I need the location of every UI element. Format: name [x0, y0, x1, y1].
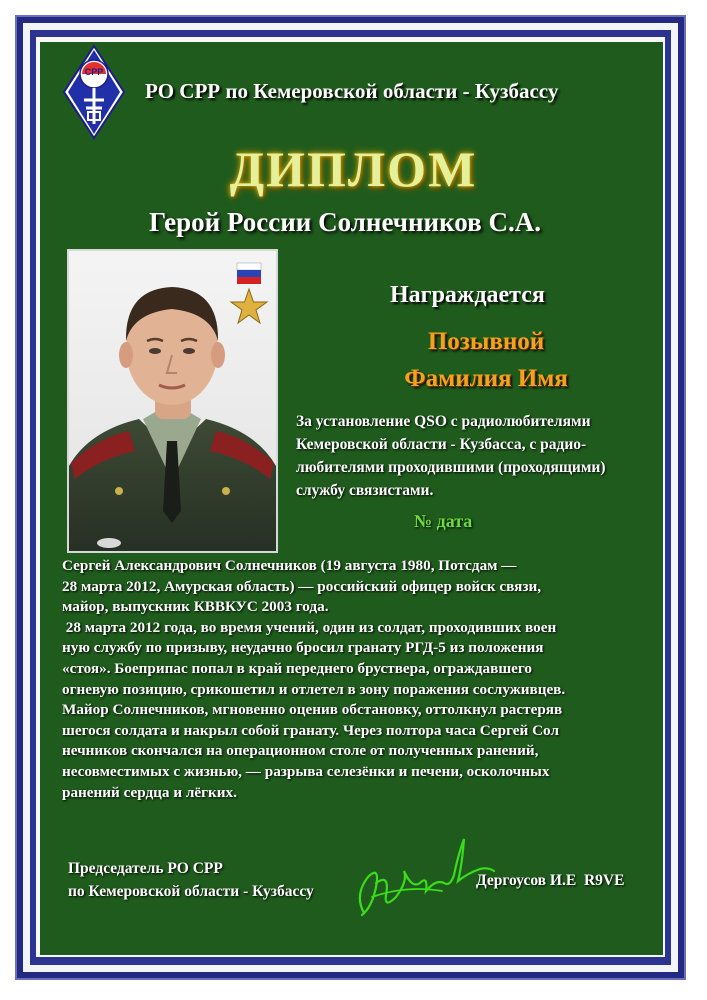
reason-line: службу связистами.	[296, 482, 434, 499]
reason-line: За установление QSO с радиолюбителями	[296, 413, 591, 430]
handwritten-signature-icon	[346, 825, 496, 925]
bio-line: майор, выпускник КВВКУС 2003 года.	[62, 598, 329, 616]
number-date-label: № дата	[414, 511, 473, 531]
bio-line: Майор Солнечников, мгновенно оценив обстановку, оттолкнул растеряв	[62, 701, 563, 719]
signer-name: Дергоусов И.Е R9VE	[476, 872, 625, 889]
bio-line: 28 марта 2012 года, во время учений, один из солдат, проходивших воен	[62, 618, 557, 636]
reason-line: Кемеровской области - Кузбасса, с радио-	[296, 436, 587, 453]
callsign-label: Позывной	[427, 328, 545, 355]
reason-line: любителями проходившими (проходящими)	[296, 459, 606, 476]
bio-line: «стоя». Боеприпас попал в край переднего бруствера, ограждавшего	[62, 659, 532, 677]
biography-text	[62, 556, 667, 803]
bio-line: шегося солдата и накрыл собой гранату. Через полтора часа Сергей Сол	[62, 721, 559, 739]
bio-line: ную службу по призыву, неудачно бросил гранату РГД-5 из положения	[62, 639, 544, 657]
bio-line: несовместимых с жизнью, — разрыва селезёнки и печени, осколочных	[62, 762, 550, 780]
logo-text: СРР	[84, 67, 104, 77]
org-title: РО СРР по Кемеровской области - Кузбассу	[145, 79, 559, 103]
bio-line: Сергей Александрович Солнечников (19 августа 1980, Потсдам —	[62, 557, 517, 574]
chair-line: Председатель РО СРР	[68, 860, 223, 877]
fullname-label: Фамилия Имя	[404, 365, 568, 392]
bio-line: огневую позицию, срикошетил и отлетел в зону поражения сослуживцев.	[62, 680, 566, 698]
hero-portrait-photo	[67, 249, 278, 553]
award-reason	[296, 410, 666, 502]
chair-line: по Кемеровской области - Кузбассу	[68, 883, 314, 900]
bio-line: нечников скончался на операционном столе от полученных ранений,	[62, 742, 539, 760]
bio-line: 28 марта 2012, Амурская область) — российский офицер войск связи,	[62, 577, 542, 595]
chairman-title	[68, 857, 314, 903]
radio-association-logo-icon	[62, 44, 126, 140]
bio-line: ранений сердца и лёгких.	[62, 783, 237, 801]
hero-title: Герой России Солнечников С.А.	[149, 207, 541, 237]
diploma-title: ДИПЛОМ	[229, 141, 478, 197]
awarded-label: Награждается	[390, 282, 545, 308]
hero-of-russia-star-icon	[229, 261, 269, 333]
